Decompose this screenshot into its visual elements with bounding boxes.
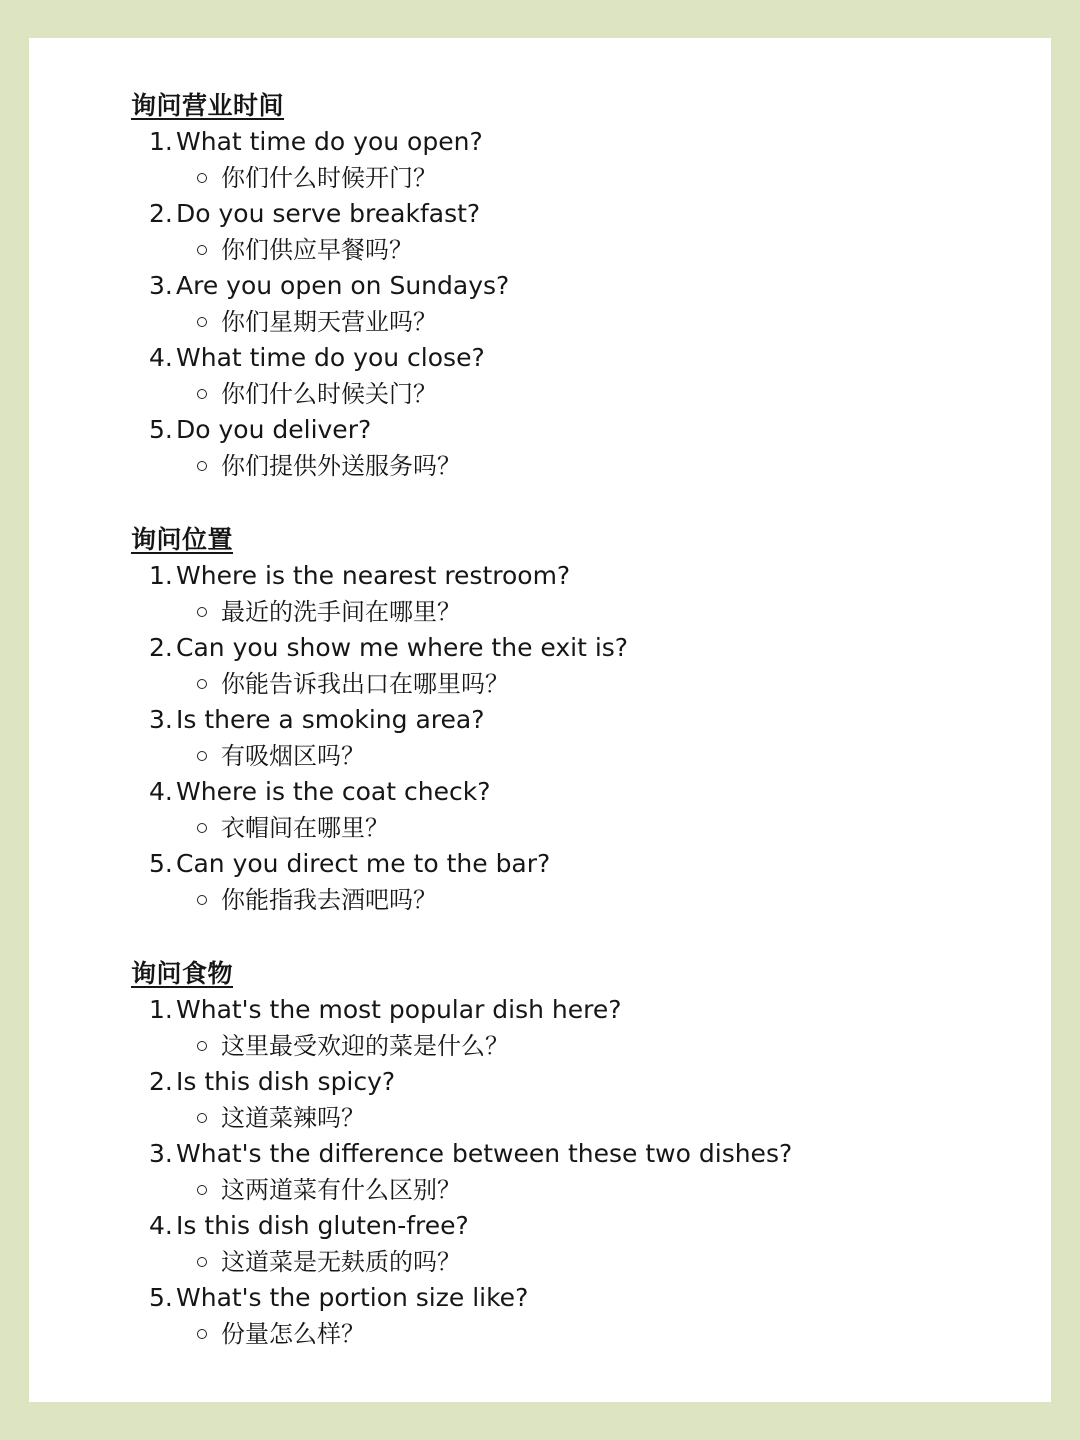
list-item — [131, 846, 1031, 918]
list-item — [131, 992, 1031, 1064]
translation-row — [131, 376, 1031, 412]
chinese-translation: 份量怎么样？ — [221, 1320, 365, 1348]
english-question: Is this dish gluten-free? — [176, 1211, 469, 1240]
list-item — [131, 558, 1031, 630]
translation-row — [131, 448, 1031, 484]
translation-row — [131, 232, 1031, 268]
list-item — [131, 1208, 1031, 1280]
chinese-translation: 衣帽间在哪里？ — [221, 814, 389, 842]
translation-row — [131, 1028, 1031, 1064]
bullet-circle-icon — [197, 1329, 207, 1339]
english-question: What time do you close? — [176, 343, 485, 372]
chinese-translation: 你能指我去酒吧吗？ — [221, 886, 437, 914]
chinese-translation: 这两道菜有什么区别？ — [221, 1176, 461, 1204]
section-title: 询问营业时间 — [131, 91, 285, 120]
bullet-circle-icon — [197, 245, 207, 255]
translation-row — [131, 810, 1031, 846]
item-number: 5. — [149, 415, 173, 444]
english-question: Is there a smoking area? — [176, 705, 485, 734]
item-number: 2. — [149, 199, 173, 228]
bullet-circle-icon — [197, 895, 207, 905]
question-text — [131, 1208, 1031, 1244]
english-question: Are you open on Sundays? — [176, 271, 510, 300]
list-item — [131, 1280, 1031, 1352]
bullet-circle-icon — [197, 823, 207, 833]
english-question: Is this dish spicy? — [176, 1067, 396, 1096]
question-text — [131, 340, 1031, 376]
list-item — [131, 124, 1031, 196]
translation-row — [131, 594, 1031, 630]
question-text — [131, 196, 1031, 232]
question-text — [131, 774, 1031, 810]
chinese-translation: 你们什么时候开门？ — [221, 164, 437, 192]
chinese-translation: 你们提供外送服务吗？ — [221, 452, 461, 480]
english-question: Where is the nearest restroom? — [176, 561, 571, 590]
section-title: 询问位置 — [131, 525, 234, 554]
bullet-circle-icon — [197, 679, 207, 689]
bullet-circle-icon — [197, 389, 207, 399]
translation-row — [131, 304, 1031, 340]
item-number: 4. — [149, 777, 173, 806]
question-text — [131, 1136, 1031, 1172]
item-number: 2. — [149, 1067, 173, 1096]
list-item — [131, 268, 1031, 340]
bullet-circle-icon — [197, 1113, 207, 1123]
section-food — [131, 956, 1031, 1352]
chinese-translation: 你们供应早餐吗？ — [221, 236, 413, 264]
chinese-translation: 这道菜辣吗？ — [221, 1104, 365, 1132]
chinese-translation: 你们星期天营业吗？ — [221, 308, 437, 336]
bullet-circle-icon — [197, 461, 207, 471]
item-number: 3. — [149, 705, 173, 734]
list-item — [131, 630, 1031, 702]
english-question: Can you show me where the exit is? — [176, 633, 629, 662]
list-item — [131, 774, 1031, 846]
question-text — [131, 268, 1031, 304]
bullet-circle-icon — [197, 1185, 207, 1195]
section-title: 询问食物 — [131, 959, 234, 988]
question-text — [131, 846, 1031, 882]
item-number: 5. — [149, 1283, 173, 1312]
translation-row — [131, 738, 1031, 774]
chinese-translation: 有吸烟区吗？ — [221, 742, 365, 770]
translation-row — [131, 1316, 1031, 1352]
question-text — [131, 1064, 1031, 1100]
translation-row — [131, 1100, 1031, 1136]
item-number: 4. — [149, 1211, 173, 1240]
bullet-circle-icon — [197, 751, 207, 761]
bullet-circle-icon — [197, 1041, 207, 1051]
question-text — [131, 1280, 1031, 1316]
item-number: 3. — [149, 271, 173, 300]
question-text — [131, 412, 1031, 448]
chinese-translation: 这里最受欢迎的菜是什么？ — [221, 1032, 509, 1060]
chinese-translation: 你们什么时候关门？ — [221, 380, 437, 408]
chinese-translation: 你能告诉我出口在哪里吗？ — [221, 670, 509, 698]
english-question: Where is the coat check? — [176, 777, 491, 806]
list-item — [131, 412, 1031, 484]
list-item — [131, 1064, 1031, 1136]
item-number: 1. — [149, 127, 173, 156]
list-item — [131, 702, 1031, 774]
english-question: What time do you open? — [176, 127, 483, 156]
english-question: What's the most popular dish here? — [176, 995, 622, 1024]
chinese-translation: 这道菜是无麸质的吗？ — [221, 1248, 461, 1276]
translation-row — [131, 882, 1031, 918]
question-text — [131, 702, 1031, 738]
item-number: 2. — [149, 633, 173, 662]
english-question: Do you deliver? — [176, 415, 372, 444]
item-number: 1. — [149, 561, 173, 590]
bullet-circle-icon — [197, 1257, 207, 1267]
bullet-circle-icon — [197, 607, 207, 617]
translation-row — [131, 160, 1031, 196]
document-card — [29, 38, 1051, 1402]
english-question: Do you serve breakfast? — [176, 199, 481, 228]
document-content — [131, 88, 1031, 1352]
section-business-hours — [131, 88, 1031, 484]
bullet-circle-icon — [197, 173, 207, 183]
list-item — [131, 196, 1031, 268]
question-text — [131, 124, 1031, 160]
list-item — [131, 340, 1031, 412]
english-question: What's the portion size like? — [176, 1283, 529, 1312]
item-number: 1. — [149, 995, 173, 1024]
list-item — [131, 1136, 1031, 1208]
translation-row — [131, 1244, 1031, 1280]
item-number: 4. — [149, 343, 173, 372]
question-text — [131, 992, 1031, 1028]
item-number: 5. — [149, 849, 173, 878]
english-question: Can you direct me to the bar? — [176, 849, 551, 878]
english-question: What's the difference between these two dishes? — [176, 1139, 793, 1168]
translation-row — [131, 666, 1031, 702]
translation-row — [131, 1172, 1031, 1208]
chinese-translation: 最近的洗手间在哪里？ — [221, 598, 461, 626]
question-text — [131, 558, 1031, 594]
bullet-circle-icon — [197, 317, 207, 327]
section-location — [131, 522, 1031, 918]
question-text — [131, 630, 1031, 666]
item-number: 3. — [149, 1139, 173, 1168]
